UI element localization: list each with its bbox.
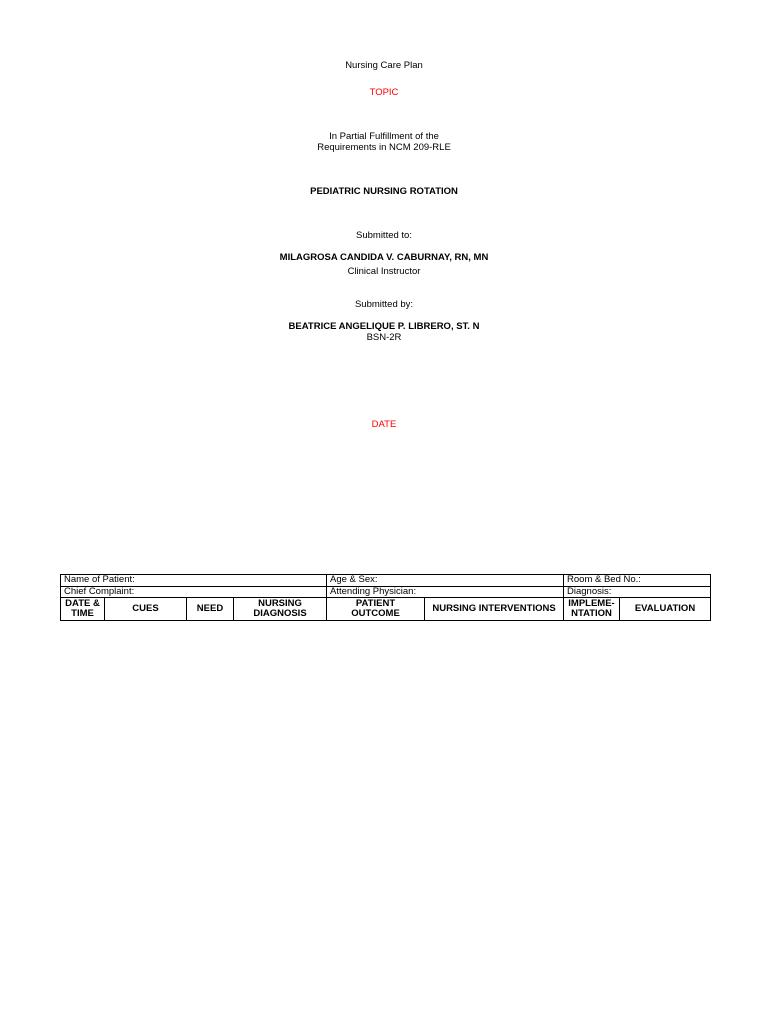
- instructor-role: Clinical Instructor: [347, 266, 421, 277]
- diagnosis-cell: Diagnosis:: [564, 586, 711, 598]
- chief-complaint-cell: Chief Complaint:: [61, 586, 327, 598]
- student-name: BEATRICE ANGELIQUE P. LIBRERO, ST. N: [288, 321, 480, 332]
- header-implementation-line2: NTATION: [571, 608, 612, 619]
- header-nursing-diagnosis-line2: DIAGNOSIS: [253, 608, 307, 619]
- complaint-info-row: [61, 586, 711, 598]
- header-patient-outcome-line2: OUTCOME: [351, 608, 400, 619]
- header-date-time: [61, 598, 105, 621]
- header-implementation-line1: IMPLEME-: [568, 597, 615, 609]
- attending-physician-cell: Attending Physician:: [327, 586, 564, 598]
- rotation-title: PEDIATRIC NURSING ROTATION: [310, 186, 458, 197]
- header-nursing-interventions: NURSING INTERVENTIONS: [425, 598, 564, 621]
- header-evaluation: EVALUATION: [620, 598, 711, 621]
- submitted-to-label: Submitted to:: [356, 230, 412, 241]
- date-placeholder: DATE: [371, 419, 397, 430]
- student-section: BSN-2R: [366, 332, 402, 343]
- fulfillment-line-1: In Partial Fulfillment of the: [329, 131, 439, 142]
- age-sex-cell: Age & Sex:: [327, 575, 564, 587]
- header-nursing-diagnosis-line1: NURSING: [258, 597, 302, 609]
- topic-placeholder: TOPIC: [369, 87, 399, 98]
- name-of-patient-cell: Name of Patient:: [61, 575, 327, 587]
- room-bed-cell: Room & Bed No.:: [564, 575, 711, 587]
- header-need: NEED: [187, 598, 234, 621]
- fulfillment-line-2: Requirements in NCM 209-RLE: [317, 142, 451, 153]
- patient-info-row: [61, 575, 711, 587]
- table-header-row: [61, 598, 711, 621]
- submitted-by-label: Submitted by:: [354, 299, 414, 310]
- header-date-time-line1: DATE &: [65, 597, 100, 609]
- header-nursing-diagnosis: [234, 598, 327, 621]
- instructor-name: MILAGROSA CANDIDA V. CABURNAY, RN, MN: [279, 252, 489, 263]
- document-title: Nursing Care Plan: [345, 60, 423, 71]
- header-implementation: [564, 598, 620, 621]
- header-date-time-line2: TIME: [71, 608, 94, 619]
- header-patient-outcome: [327, 598, 425, 621]
- header-cues: CUES: [105, 598, 187, 621]
- header-patient-outcome-line1: PATIENT: [355, 597, 396, 609]
- nursing-care-plan-table: [60, 574, 711, 621]
